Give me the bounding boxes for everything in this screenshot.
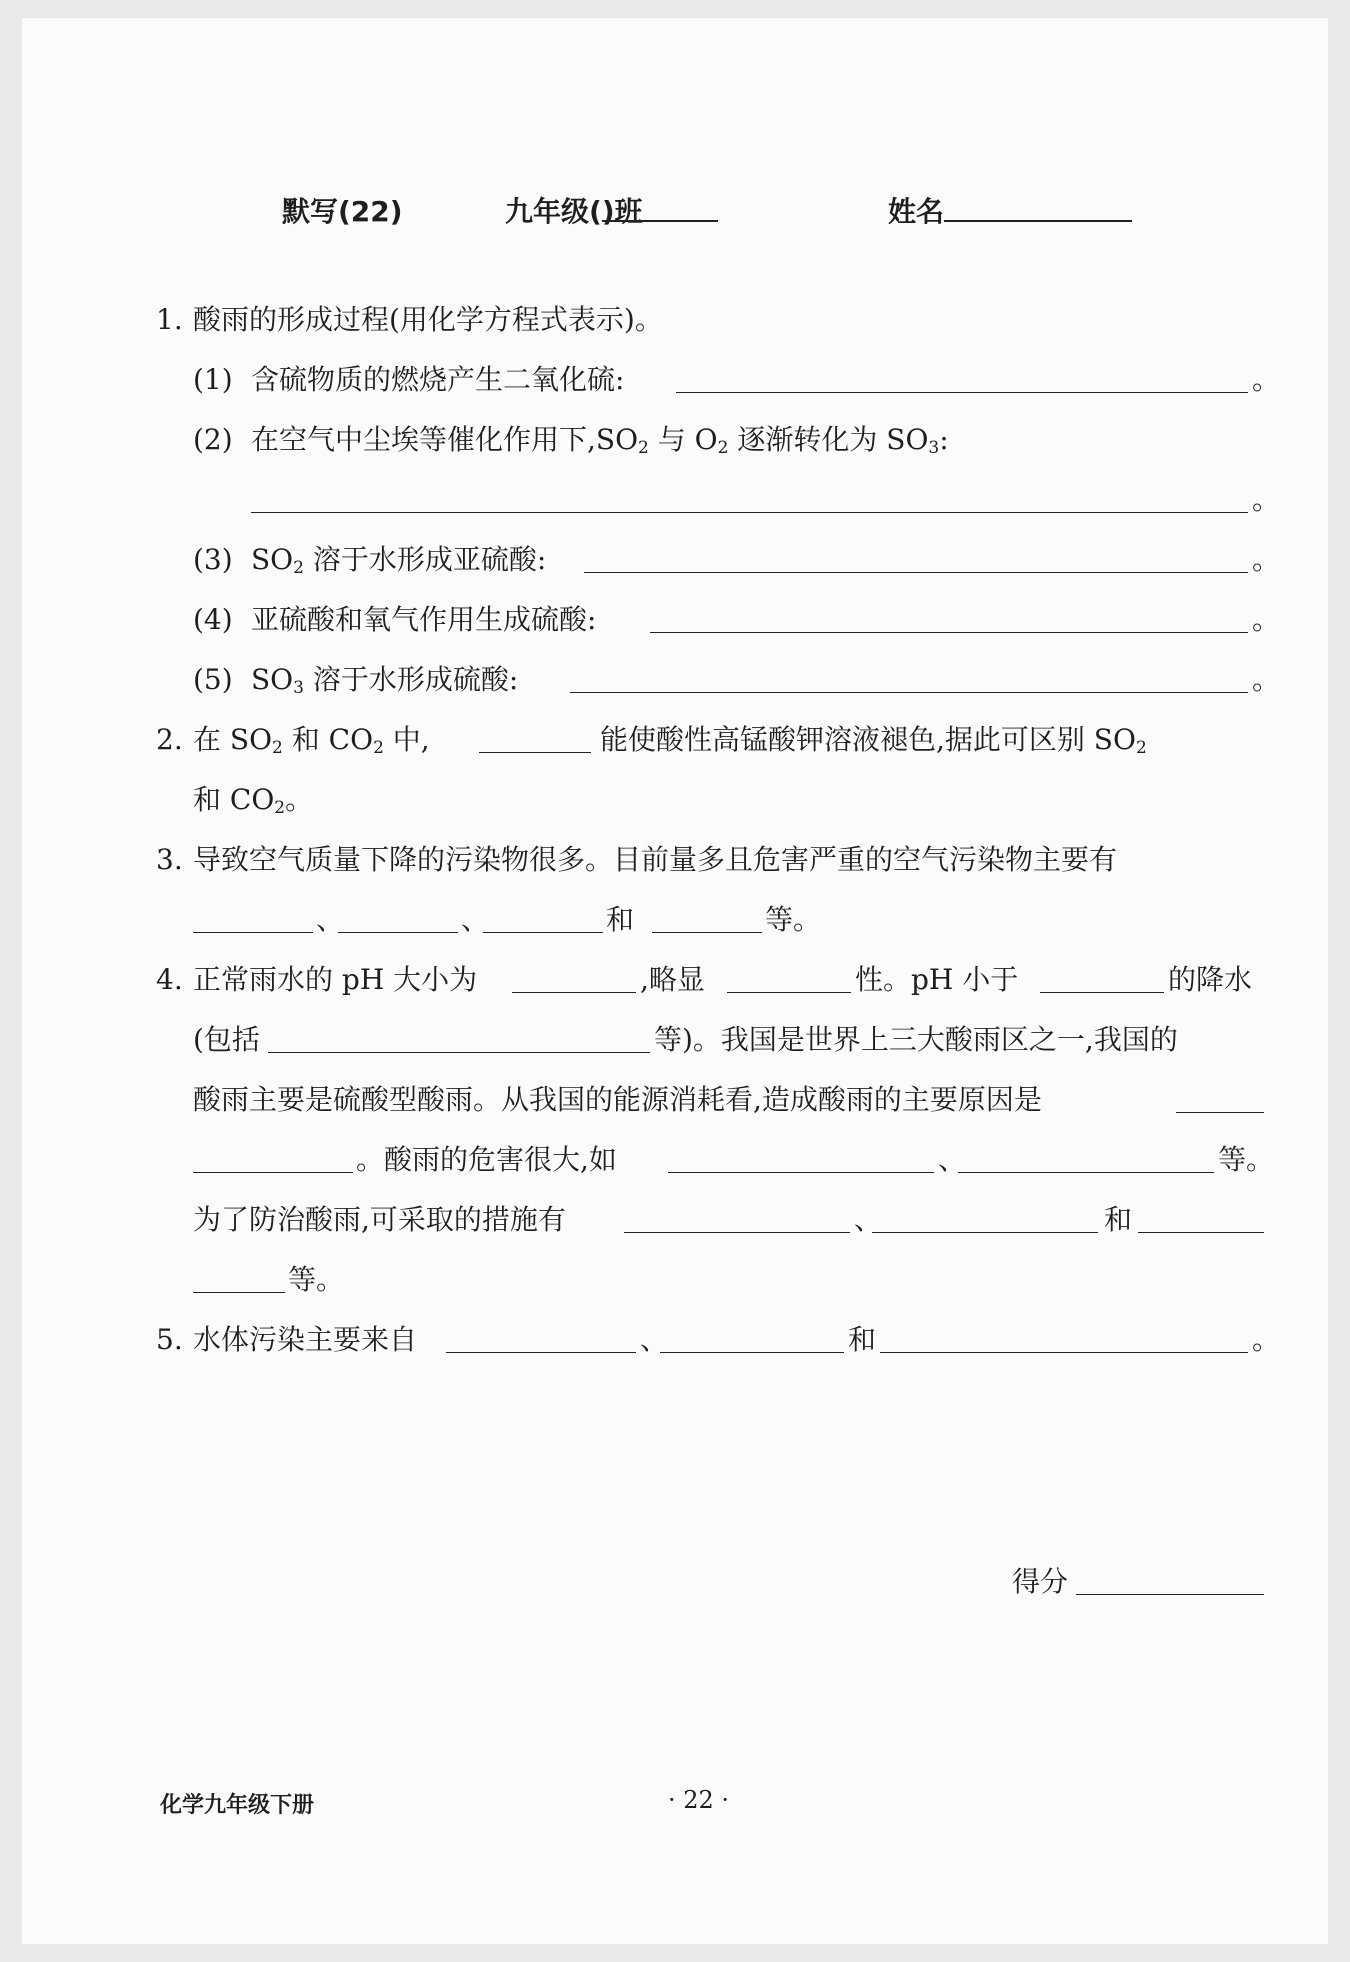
answer-blank[interactable] [479,718,591,753]
page-number: · 22 · [668,1786,730,1814]
answer-blank[interactable] [624,1198,850,1233]
answer-blank[interactable] [1176,1078,1264,1113]
answer-blank[interactable] [958,1138,1214,1173]
answer-blank[interactable] [676,358,1248,393]
answer-blank[interactable] [1138,1198,1264,1233]
answer-blank[interactable] [570,658,1248,693]
answer-blank[interactable] [512,958,636,993]
name-field: 姓名 [888,190,944,230]
answer-blank[interactable] [660,1318,844,1353]
answer-blank[interactable] [872,1198,1098,1233]
name-blank[interactable] [944,190,1132,222]
answer-blank[interactable] [483,898,603,933]
answer-blank[interactable] [652,898,762,933]
answer-blank[interactable] [584,538,1248,573]
answer-blank[interactable] [880,1318,1248,1353]
class-blank[interactable] [602,190,718,222]
score-label: 得分 [1012,1565,1069,1598]
answer-blank[interactable] [727,958,851,993]
answer-blank[interactable] [193,1138,353,1173]
worksheet-header [0,190,1350,234]
answer-blank[interactable] [193,1258,285,1293]
answer-blank[interactable] [446,1318,636,1353]
answer-blank[interactable] [650,598,1248,633]
answer-blank[interactable] [251,478,1248,513]
answer-blank[interactable] [338,898,458,933]
class-field: 九年级( )班 [505,190,643,230]
book-title: 化学九年级下册 [160,1793,315,1818]
answer-blank[interactable] [1040,958,1164,993]
answer-blank[interactable] [268,1018,650,1053]
answer-blank[interactable] [668,1138,934,1173]
worksheet-title: 默写(22) [282,195,403,228]
score-blank[interactable] [1076,1560,1264,1595]
answer-blank[interactable] [193,898,313,933]
